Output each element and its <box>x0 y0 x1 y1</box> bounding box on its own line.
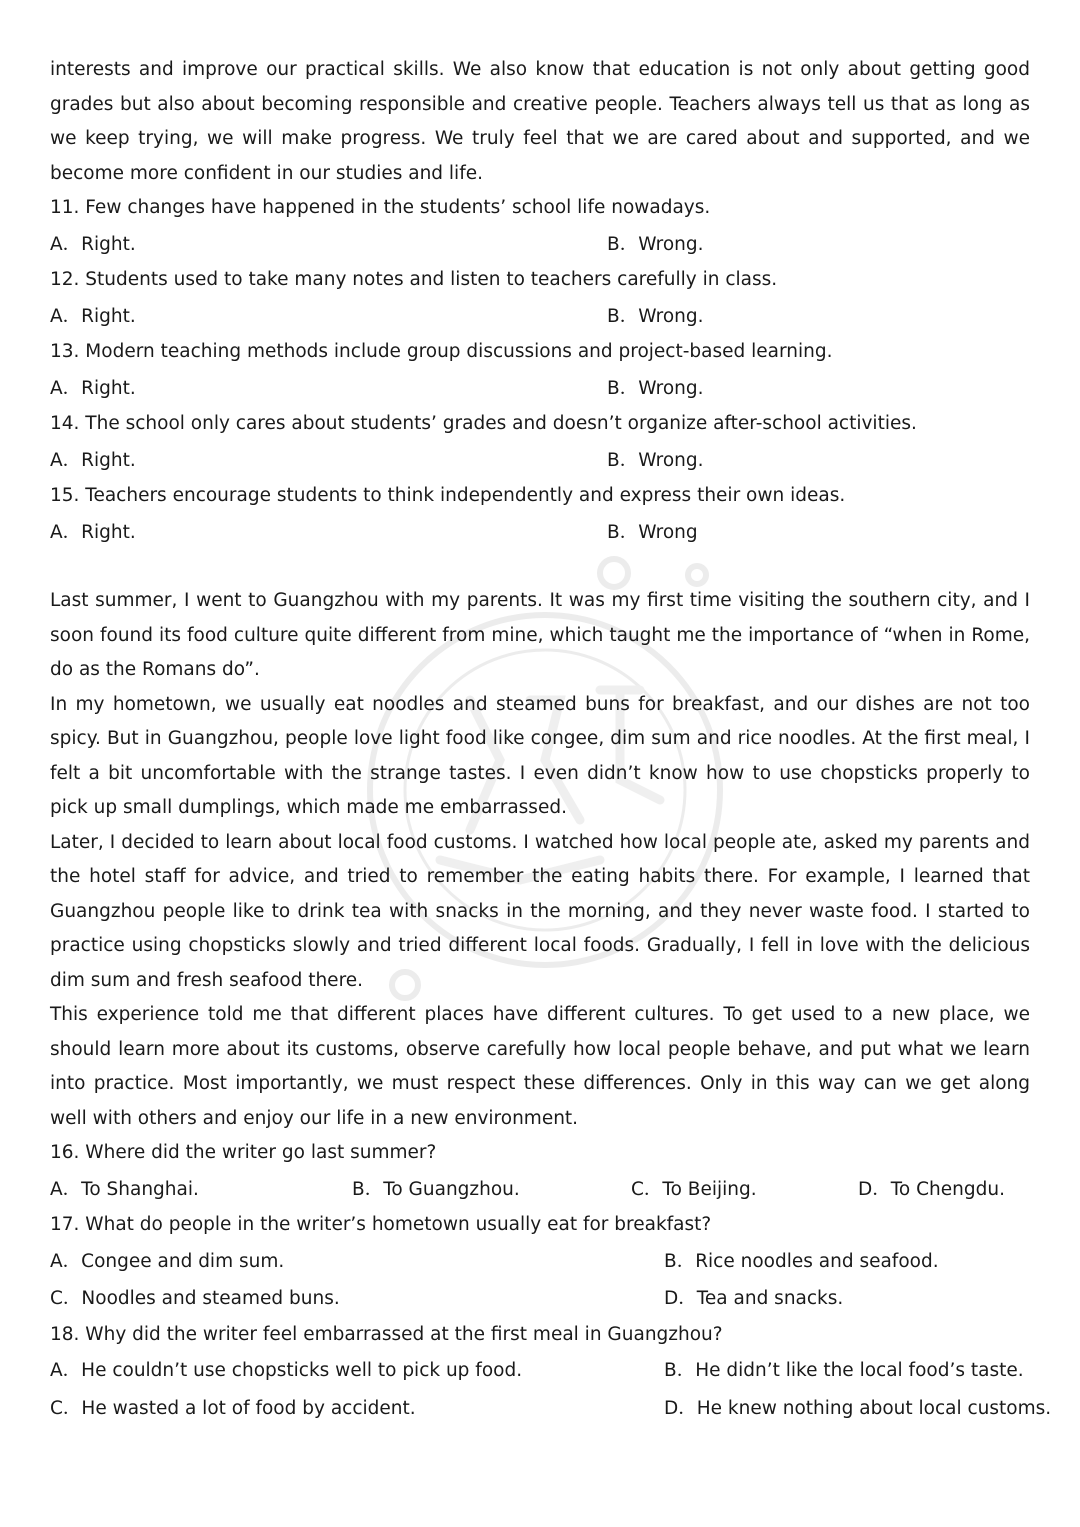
section-gap <box>50 551 1030 584</box>
question-stem: 13. Modern teaching methods include group discussions and project-based learning. <box>50 341 833 362</box>
passage-paragraph: This experience told me that different places have different cultures. To get used to a new place, we should learn more about its customs, observe carefully how local people behave, and put what we learn into practice. Most importantly, we must respect these differences. Only in this way can we get along well with others and enjoy our life in a new environment. <box>50 1004 1030 1129</box>
passage-paragraph: interests and improve our practical skills. We also know that education is not only about getting good grades but also about becoming responsible and creative people. Teachers always tell us that as long as we keep trying, we will make progress. We truly feel that we are cared about and supported, and we become more confident in our studies and life. <box>50 59 1030 184</box>
option-a[interactable]: A．Right. <box>50 305 136 327</box>
question-stem: 12. Students used to take many notes and listen to teachers carefully in class. <box>50 269 778 290</box>
question-stem: 15. Teachers encourage students to think independently and express their own ideas. <box>50 485 846 506</box>
question-17 <box>50 1208 1030 1318</box>
option-a[interactable]: A．Right. <box>50 449 136 471</box>
question-stem: 14. The school only cares about students’ grades and doesn’t organize after-school activities. <box>50 413 917 434</box>
question-stem: 11. Few changes have happened in the students’ school life nowadays. <box>50 197 711 218</box>
question-14 <box>50 407 1030 479</box>
option-a[interactable]: A．Right. <box>50 521 136 543</box>
option-b[interactable]: B．Wrong. <box>607 377 704 399</box>
option-c[interactable]: C．He wasted a lot of food by accident. <box>50 1397 416 1419</box>
option-a[interactable]: A．He couldn’t use chopsticks well to pick up food. <box>50 1360 523 1381</box>
option-c[interactable]: C．To Beijing. <box>631 1178 757 1200</box>
option-d[interactable]: D．He knew nothing about local customs. <box>664 1397 1052 1419</box>
option-b[interactable]: B．Wrong. <box>607 449 704 471</box>
question-11 <box>50 191 1030 263</box>
option-b[interactable]: B．Wrong. <box>607 305 704 327</box>
option-b[interactable]: B．Rice noodles and seafood. <box>664 1250 939 1272</box>
passage-paragraph: Later, I decided to learn about local food customs. I watched how local people ate, asked my parents and the hotel staff for advice, and tried to remember the eating habits there. For example, I learned that Guangzhou people like to drink tea with snacks in the morning, and they never waste food. I started to practice using chopsticks slowly and tried different local foods. Gradually, I fell in love with the delicious dim sum and fresh seafood there. <box>50 831 1030 991</box>
option-a[interactable]: A．Congee and dim sum. <box>50 1250 285 1272</box>
question-stem: 17. What do people in the writer’s hometown usually eat for breakfast? <box>50 1214 712 1235</box>
option-b[interactable]: B．To Guangzhou. <box>352 1178 520 1200</box>
question-stem: 18. Why did the writer feel embarrassed at the first meal in Guangzhou? <box>50 1323 723 1345</box>
document-page <box>50 53 1052 1427</box>
question-16 <box>50 1136 1030 1208</box>
option-c[interactable]: C．Noodles and steamed buns. <box>50 1288 340 1309</box>
passage-paragraph: Last summer, I went to Guangzhou with my parents. It was my first time visiting the southern city, and I soon found its food culture quite different from mine, which taught me the importance of “when in Rome, do as the Romans do”. <box>50 590 1030 680</box>
question-13 <box>50 335 1030 407</box>
option-b[interactable]: B．Wrong <box>607 521 698 543</box>
option-d[interactable]: D．To Chengdu. <box>858 1178 1005 1200</box>
option-a[interactable]: A．To Shanghai. <box>50 1178 199 1200</box>
passage-paragraph: In my hometown, we usually eat noodles and steamed buns for breakfast, and our dishes are not too spicy. But in Guangzhou, people love light food like congee, dim sum and rice noodles. At the first meal, I felt a bit uncomfortable with the strange tastes. I even didn’t know how to use chopsticks properly to pick up small dumplings, which made me embarrassed. <box>50 693 1030 818</box>
question-12 <box>50 263 1030 335</box>
option-b[interactable]: B．He didn’t like the local food’s taste. <box>664 1360 1024 1381</box>
question-stem: 16. Where did the writer go last summer? <box>50 1142 437 1163</box>
question-15 <box>50 479 1030 551</box>
option-d[interactable]: D．Tea and snacks. <box>664 1288 844 1309</box>
option-a[interactable]: A．Right. <box>50 233 136 255</box>
question-18 <box>50 1318 1052 1428</box>
option-b[interactable]: B．Wrong. <box>607 233 704 255</box>
option-a[interactable]: A．Right. <box>50 377 136 399</box>
